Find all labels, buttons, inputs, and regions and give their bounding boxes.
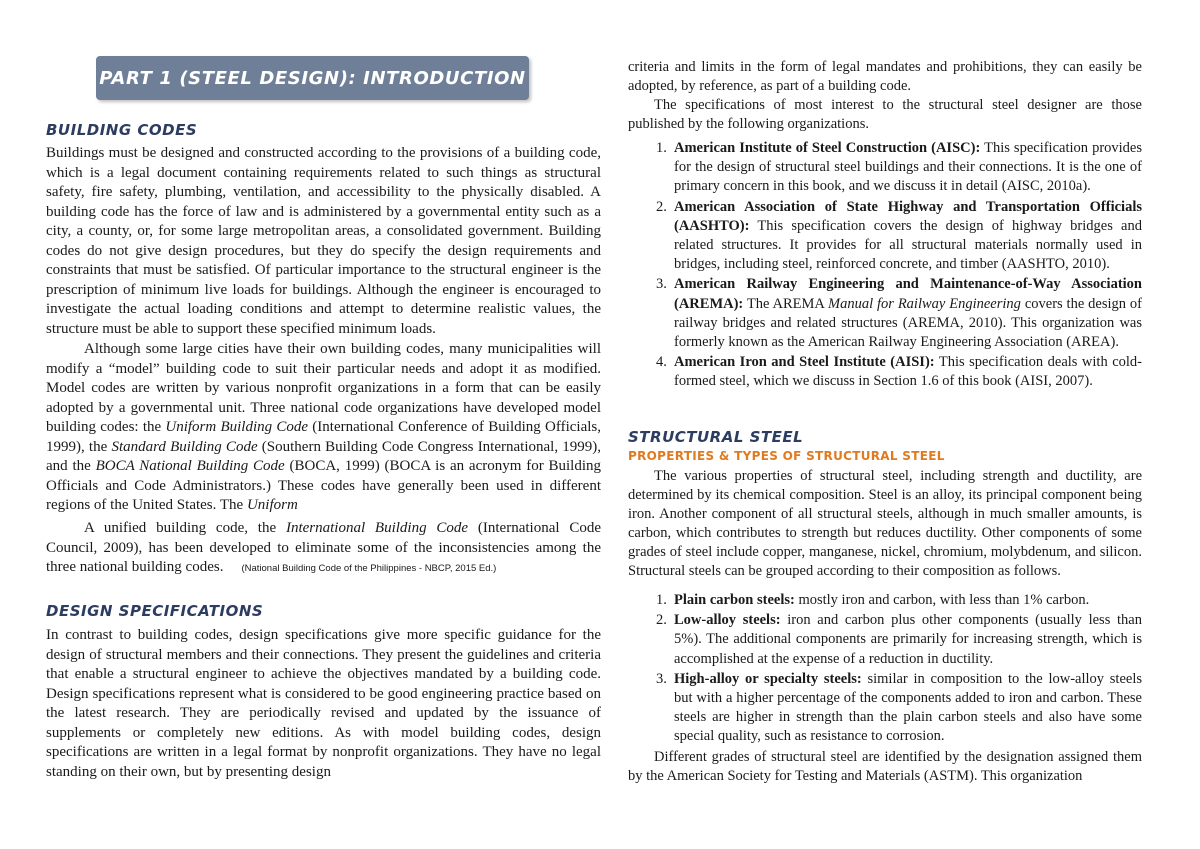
structural-steel-paragraph-1: The various properties of structural steel, including strength and ductility, are determined by its chemical composition. Steel is an alloy, its principal component being iron. Another component of all structural steels, although in much smaller amounts, is carbon, which contributes to strength but reduces ductility. Other components of some grades of steel include copper, manganese, nickel, chromium, molybdenum, and silicon. Structural steels can be grouped according to their composition as follows. [628,468,1142,579]
design-specifications-paragraph-1: In contrast to building codes, design specifications give more specific guidance for the design of structural members and their connections. They present the guidelines and criteria that enable a structural engineer to achieve the objectives mandated by a building code. Design specifications represent what is considered to be good engineering practice based on the latest research. They are periodically revised and updated by the issuance of supplements or completely new editions. As with model building codes, design specifications are written in a legal format by nonprofit organizations. They have no legal standing on their own, but by presenting design [46,627,601,780]
building-codes-paragraph-1: Buildings must be designed and constructed according to the provisions of a building code, which is a legal document containing requirements related to such things as structural safety, fire safety, plumbing, ventilation, and accessibility to the physically disabled. A building code has the force of law and is administered by a governmental entity such as a city, a county, or, for some large metropolitan areas, a consolidated government. Building codes do not give design procedures, but they do specify the design requirements and constraints that must be satisfied. Of particular importance to the structural engineer is the prescription of minimum live loads for buildings. Although the engineer is encouraged to investigate the actual loading conditions and attempt to determine realistic values, the structure must be able to support these specified minimum loads. [46,145,601,337]
list-item: 1. Plain carbon steels: mostly iron and carbon, with less than 1% carbon. [656,592,1090,608]
list-item: 1. American Institute of Steel Construction (AISC): This specification provides for the design of structural steel buildings and their connections. It is the one of primary concern in this book, and we discuss it in detail (AISC, 2010a). [656,140,1143,195]
design-specifications-paragraph-1-continued: criteria and limits in the form of legal mandates and prohibitions, they can easily be adopted, by reference, as part of a building code. [628,59,1142,94]
building-codes-heading: BUILDING CODES [46,121,198,139]
design-specifications-paragraph-2: The specifications of most interest to the structural steel designer are those published by the following organizations. [628,97,1142,132]
steel-types-list [628,591,1142,748]
list-item: 3. High-alloy or specialty steels: similar in composition to the low-alloy steels but with a higher percentage of the components added to iron and carbon. These steels are higher in strength than the plain carbon steels and also have some special quality, such as resistance to corrosion. [656,670,1142,745]
building-codes-paragraph-3: A unified building code, the International Building Code (International Code Council, 2009), has been developed to eliminate some of the inconsistencies among the three national building codes. (National Building Code of the Philippines - NBCP, 2015 Ed.) [46,520,601,575]
part-title: PART 1 (STEEL DESIGN): INTRODUCTION [99,67,526,89]
list-item: 2. American Association of State Highway and Transportation Officials (AASHTO): This specification covers the design of highway bridges and related structures. It provides for all structural materials normally used in bridges, including steel, reinforced concrete, and timber (AASHTO, 2010). [656,198,1142,273]
part-title-banner [96,56,529,100]
citation: (National Building Code of the Philippines - NBCP, 2015 Ed.) [241,563,497,574]
structural-steel-heading: STRUCTURAL STEEL [628,428,804,446]
structural-steel-subheading: PROPERTIES & TYPES OF STRUCTURAL STEEL [628,449,945,463]
organizations-list [628,139,1142,393]
list-item: 4. American Iron and Steel Institute (AISI): This specification deals with cold-formed steel, which we discuss in Section 1.6 of this book (AISI, 2007). [656,354,1142,390]
list-item: 2. Low-alloy steels: iron and carbon plus other components (usually less than 5%). The additional components are primarily for increasing strength, which is accomplished at the expense of a reduction in ductility. [656,612,1142,667]
building-codes-paragraph-2: Although some large cities have their own building codes, many municipalities will modify a “model” building code to suit their particular needs and adopt it as modified. Model codes are written by various nonprofit organizations in a form that can be easily adopted by a governmental unit. Three national code organizations have developed model building codes: the Uniform Building Code (International Conference of Building Officials, 1999), the Standard Building Code (Southern Building Code Congress International, 1999), and the BOCA National Building Code (BOCA, 1999) (BOCA is an acronym for Building Officials and Code Administrators.) These codes have generally been used in different regions of the United States. The Uniform [46,341,602,513]
structural-steel-paragraph-2: Different grades of structural steel are identified by the designation assigned them by the American Society for Testing and Materials (ASTM). This organization [628,749,1142,784]
list-item: 3. American Railway Engineering and Maintenance-of-Way Association (AREMA): The AREMA Manual for Railway Engineering covers the design of railway bridges and related structures (AREMA, 2010). This organization was formerly known as the American Railway Engineering Association (AREA). [656,276,1142,351]
design-specifications-heading: DESIGN SPECIFICATIONS [46,602,264,620]
